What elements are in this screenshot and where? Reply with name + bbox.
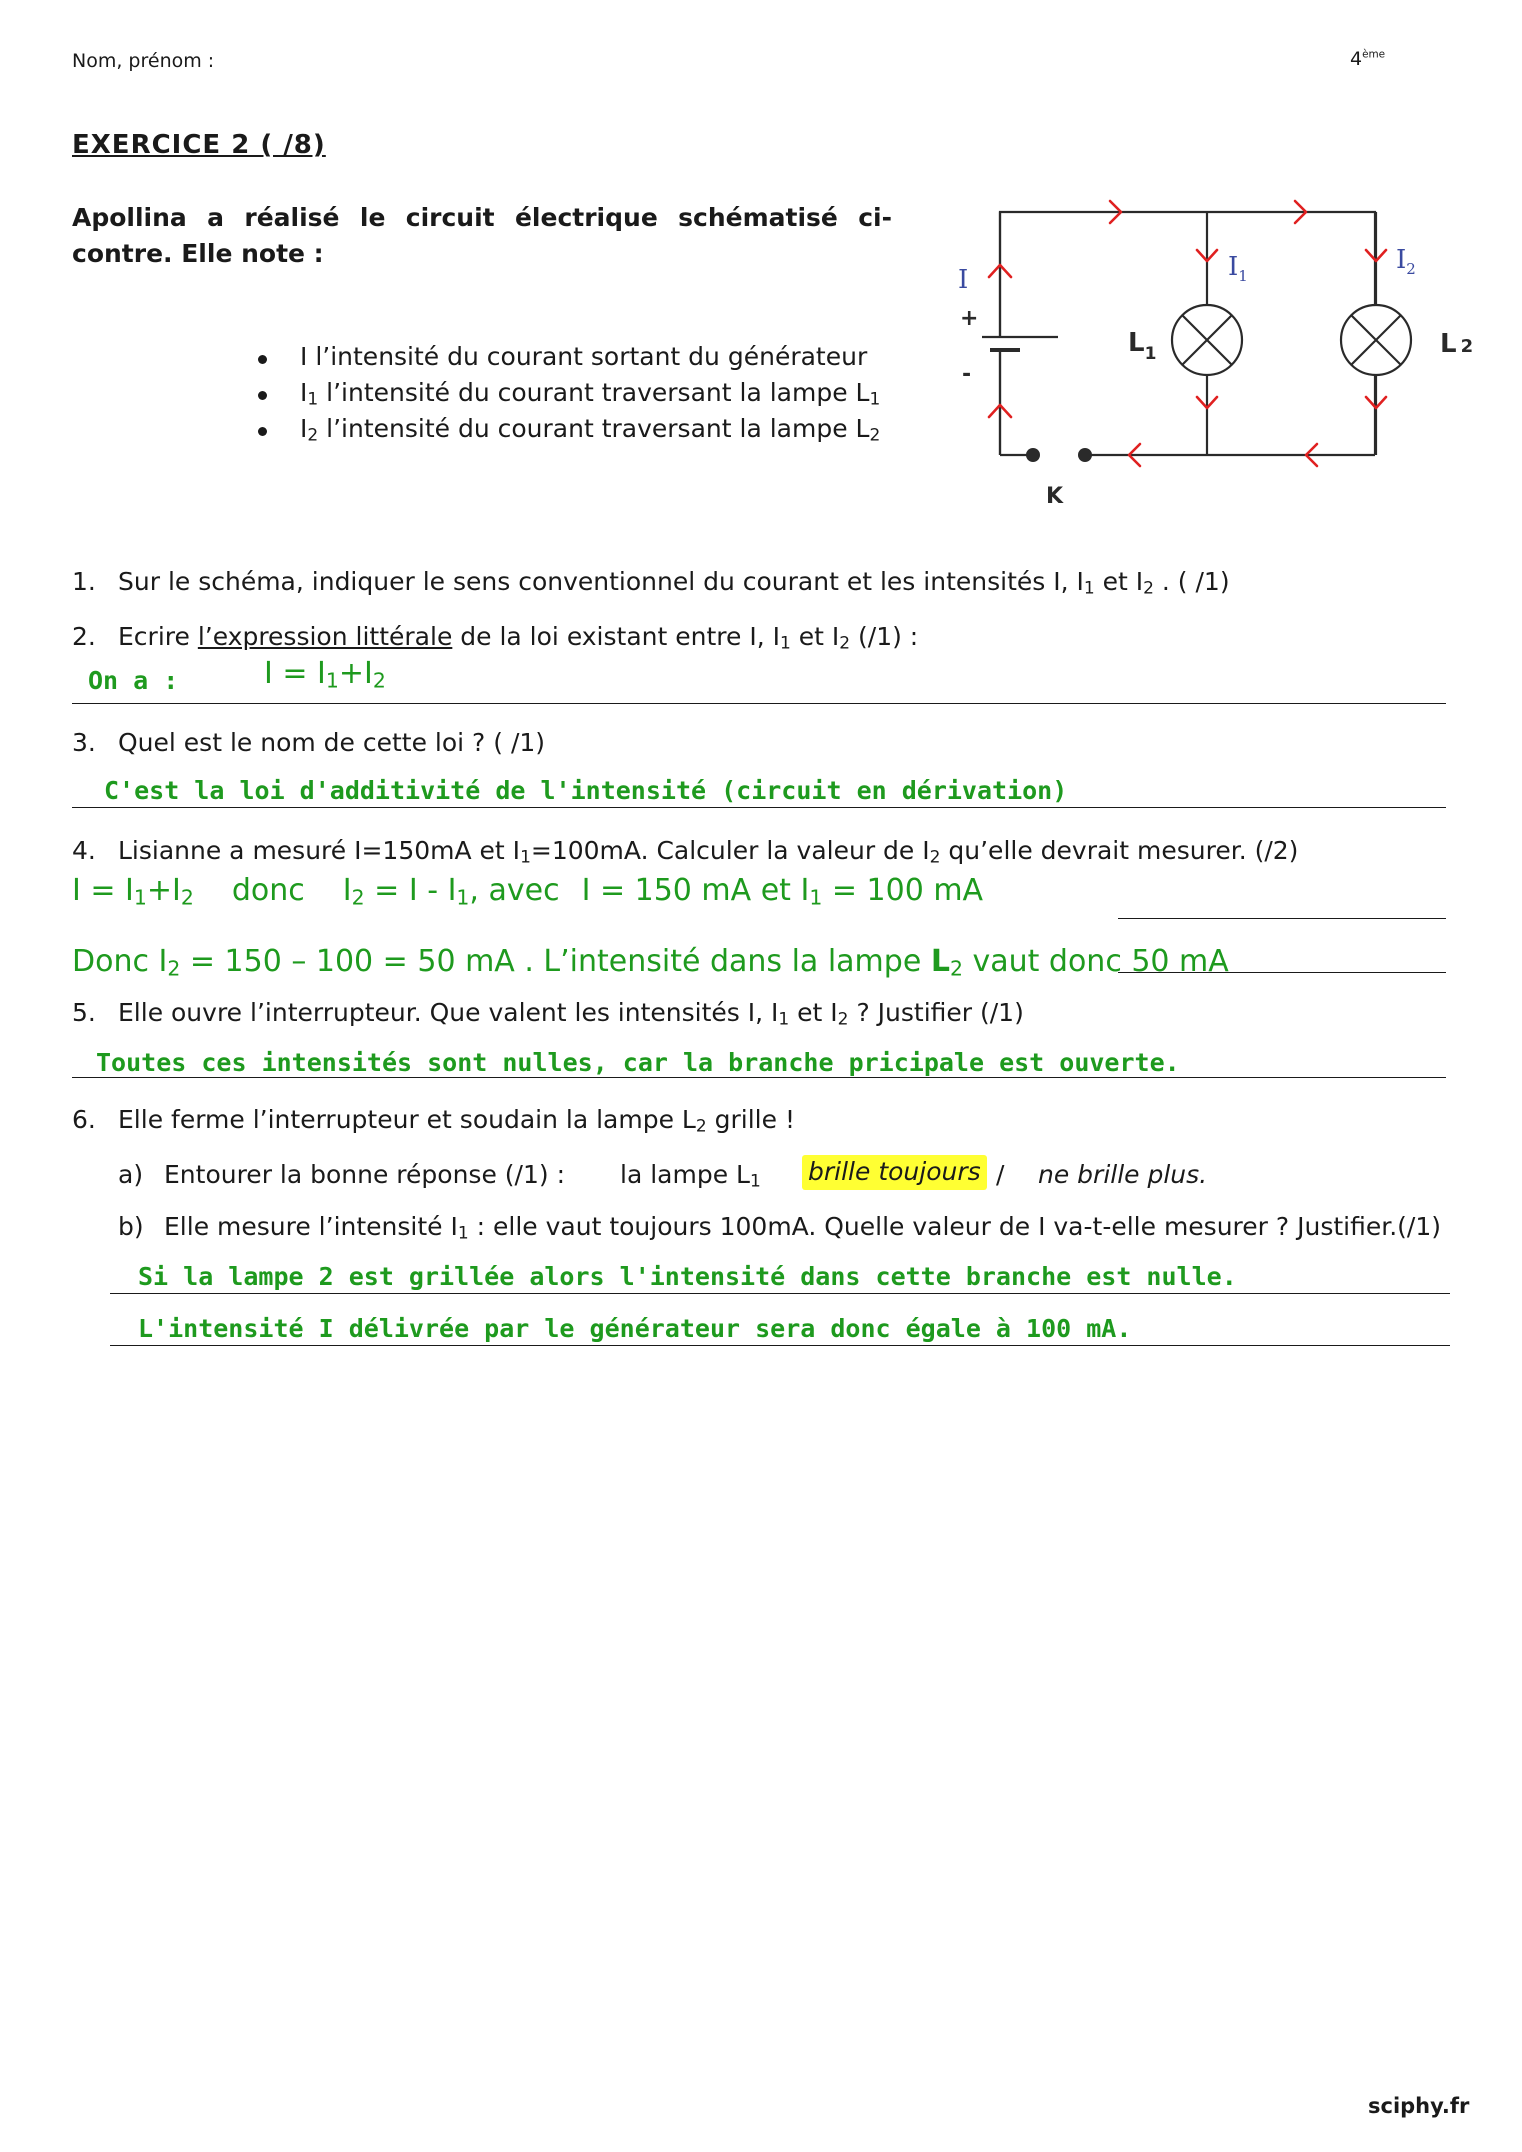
question-6b: b) Elle mesure l’intensité $I_1$ : elle vaut toujours 100mA. Quelle valeur de I va-t-elle mesurer ? Justifier.(/1) bbox=[118, 1212, 1441, 1244]
option-ne-brille-plus[interactable]: ne brille plus. bbox=[1038, 1160, 1208, 1189]
option-separator: / bbox=[996, 1160, 1005, 1189]
answer-6b-line-1: Si la lampe 2 est grillée alors l'intensité dans cette branche est nulle. bbox=[138, 1262, 1237, 1291]
level-label: 4ème bbox=[1350, 48, 1386, 70]
list-item: $I_2$ l’intensité du courant traversant la lampe $L_2$ bbox=[300, 414, 880, 443]
label-i: I bbox=[958, 265, 969, 295]
generator-plus: + bbox=[960, 306, 979, 331]
lamp-l2-symbol bbox=[1341, 305, 1411, 375]
answer-line bbox=[1118, 918, 1446, 919]
exercise-title: EXERCICE 2 ( /8) bbox=[72, 130, 326, 160]
switch-terminal-left bbox=[1026, 448, 1040, 462]
label-l1: $L_1$ bbox=[1128, 328, 1157, 364]
question-6: 6. Elle ferme l’interrupteur et soudain la lampe $L_2$ grille ! bbox=[72, 1105, 795, 1137]
name-label: Nom, prénom : bbox=[72, 50, 215, 72]
option-brille-toujours[interactable]: brille toujours bbox=[802, 1157, 987, 1186]
question-2: 2. Ecrire l’expression littérale de la loi existant entre I, $I_1$ et $I_2$ (/1) : bbox=[72, 622, 919, 654]
footer-site: sciphy.fr bbox=[1368, 2094, 1470, 2118]
circuit-diagram bbox=[920, 185, 1500, 525]
answer-4-line-2: Donc $I_2 = 150 - 100 = 50$ mA . L’intensité dans la lampe $L_2$ vaut donc 50 mA bbox=[72, 944, 1229, 981]
answer-2-formula: $I = I_1+I_2$ bbox=[264, 656, 386, 693]
question-6a-lamp: la lampe $L_1$ bbox=[620, 1160, 761, 1192]
question-6a: a) Entourer la bonne réponse (/1) : bbox=[118, 1160, 565, 1189]
answer-line bbox=[72, 807, 1446, 808]
answer-line bbox=[72, 703, 1446, 704]
generator-minus: - bbox=[962, 362, 972, 387]
question-4: 4. Lisianne a mesuré I=150mA et $I_1=100mA$. Calculer la valeur de $I_2$ qu’elle devrait mesurer. (/2) bbox=[72, 836, 1299, 868]
answer-line bbox=[110, 1293, 1450, 1294]
lamp-l1-symbol bbox=[1172, 305, 1242, 375]
label-i2: $I_2$ bbox=[1396, 245, 1416, 278]
list-item: $I_1$ l’intensité du courant traversant la lampe $L_1$ bbox=[300, 378, 880, 407]
answer-6b-line-2: L'intensité I délivrée par le générateur sera donc égale à 100 mA. bbox=[138, 1314, 1132, 1343]
label-switch-k: K bbox=[1046, 484, 1064, 509]
answer-line bbox=[1118, 972, 1446, 973]
question-1: 1. Sur le schéma, indiquer le sens conventionnel du courant et les intensités I, $I_1$ et $I_2$ . ( /1) bbox=[72, 567, 1230, 599]
answer-line bbox=[110, 1345, 1450, 1346]
list-item: I l’intensité du courant sortant du générateur bbox=[300, 342, 867, 371]
question-5: 5. Elle ouvre l’interrupteur. Que valent les intensités I, $I_1$ et $I_2$ ? Justifier (/1) bbox=[72, 998, 1024, 1030]
question-3: 3. Quel est le nom de cette loi ? ( /1) bbox=[72, 728, 546, 757]
answer-4-line-1: $I = I_1+I_2$ donc $I_2 = I - I_1$, avec I = 150 mA et $I_1 = 100$ mA bbox=[72, 873, 984, 910]
answer-line bbox=[72, 1077, 1446, 1078]
answer-2-prefix: On a : bbox=[88, 666, 179, 695]
intro-text: Apollina a réalisé le circuit électrique schématisé ci-contre. Elle note : bbox=[72, 203, 892, 268]
label-i1: $I_1$ bbox=[1228, 252, 1248, 285]
label-l2: L 2 bbox=[1440, 329, 1474, 359]
answer-5: Toutes ces intensités sont nulles, car la branche pricipale est ouverte. bbox=[96, 1048, 1180, 1077]
answer-3: C'est la loi d'additivité de l'intensité (circuit en dérivation) bbox=[104, 776, 1068, 805]
switch-terminal-right bbox=[1078, 448, 1092, 462]
